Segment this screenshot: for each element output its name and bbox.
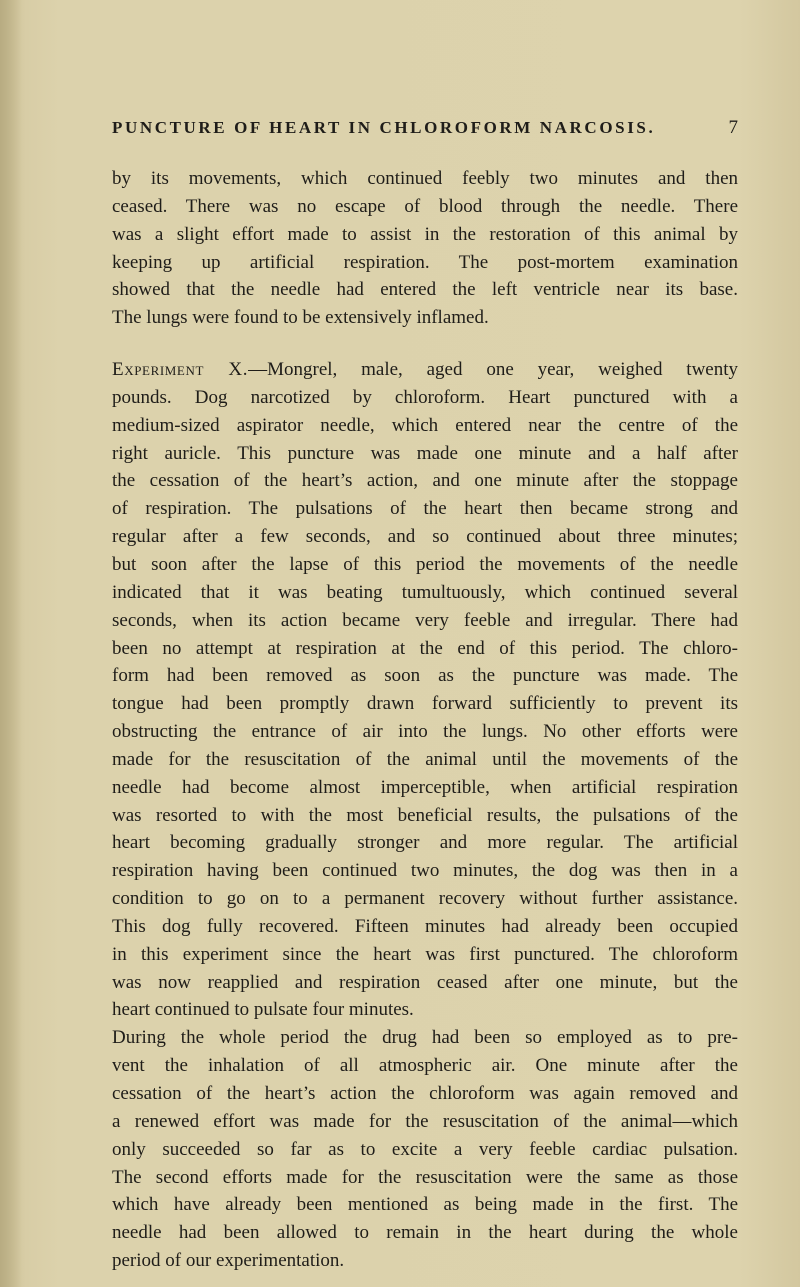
text-line: of respiration. The pulsations of the heart then became strong and (112, 498, 738, 520)
page-header (112, 116, 738, 146)
text-line: was a slight effort made to assist in the restoration of this animal by (112, 223, 738, 245)
text-line: in this experiment since the heart was first punctured. The chloroform (112, 943, 738, 965)
text-line: been no attempt at respiration at the end of this period. The chloro- (112, 637, 738, 659)
paragraph-gap (112, 332, 738, 356)
text-line: right auricle. This puncture was made one minute and a half after (112, 442, 738, 464)
text-line: heart continued to pulsate four minutes. (112, 999, 414, 1021)
text-line: The second efforts made for the resuscitation were the same as those (112, 1166, 738, 1188)
text-line: medium-sized aspirator needle, which entered near the centre of the (112, 414, 738, 436)
paragraph-1 (112, 165, 738, 332)
text-line: seconds, when its action became very feeble and irregular. There had (112, 609, 738, 631)
text-line: This dog fully recovered. Fifteen minutes had already been occupied (112, 915, 738, 937)
text-line: During the whole period the drug had been so employed as to pre- (112, 1027, 738, 1049)
text-line: period of our experimentation. (112, 1250, 345, 1272)
text-line (112, 356, 738, 384)
text-line: which have already been mentioned as being made in the first. The (112, 1194, 738, 1216)
experiment-first-line: —Mongrel, male, aged one year, weighed twenty (248, 359, 738, 381)
paragraph-3 (112, 1024, 738, 1275)
text-line: heart becoming gradually stronger and more regular. The artificial (112, 832, 738, 854)
text-line: needle had been allowed to remain in the heart during the whole (112, 1222, 738, 1244)
text-line: The lungs were found to be extensively inflamed. (112, 307, 489, 329)
text-line: obstructing the entrance of air into the lungs. No other efforts were (112, 721, 738, 743)
body-text (112, 165, 738, 1275)
text-line: needle had become almost imperceptible, when artificial respiration (112, 776, 738, 798)
text-line: respiration having been continued two minutes, the dog was then in a (112, 860, 738, 882)
paragraph-experiment-x (112, 356, 738, 1024)
running-head: PUNCTURE OF HEART IN CHLOROFORM NARCOSIS. (112, 118, 656, 137)
page-number: 7 (728, 117, 738, 138)
text-line: tongue had been promptly drawn forward sufficiently to prevent its (112, 693, 738, 715)
text-line: regular after a few seconds, and so continued about three minutes; (112, 526, 738, 548)
text-line: showed that the needle had entered the left ventricle near its base. (112, 279, 738, 301)
text-line: form had been removed as soon as the puncture was made. The (112, 665, 738, 687)
text-line: pounds. Dog narcotized by chloroform. Heart punctured with a (112, 386, 738, 408)
text-line: a renewed effort was made for the resuscitation of the animal—which (112, 1110, 738, 1132)
page-edge-shadow (0, 0, 22, 1287)
text-line: was resorted to with the most beneficial results, the pulsations of the (112, 804, 738, 826)
text-line: but soon after the lapse of this period the movements of the needle (112, 553, 738, 575)
text-line: ceased. There was no escape of blood through the needle. There (112, 195, 738, 217)
text-line: indicated that it was beating tumultuously, which continued several (112, 581, 738, 603)
experiment-heading: Experiment X. (112, 359, 249, 381)
text-line: the cessation of the heart’s action, and one minute after the stoppage (112, 470, 738, 492)
text-line: made for the resuscitation of the animal until the movements of the (112, 748, 738, 770)
text-line: was now reapplied and respiration ceased after one minute, but the (112, 971, 738, 993)
text-line: only succeeded so far as to excite a very feeble cardiac pulsation. (112, 1138, 738, 1160)
text-line: by its movements, which continued feebly two minutes and then (112, 168, 738, 189)
text-line: keeping up artificial respiration. The post-mortem examination (112, 251, 738, 273)
text-line: vent the inhalation of all atmospheric air. One minute after the (112, 1055, 738, 1077)
text-line: cessation of the heart’s action the chloroform was again removed and (112, 1083, 738, 1104)
text-line: condition to go on to a permanent recovery without further assistance. (112, 888, 738, 910)
